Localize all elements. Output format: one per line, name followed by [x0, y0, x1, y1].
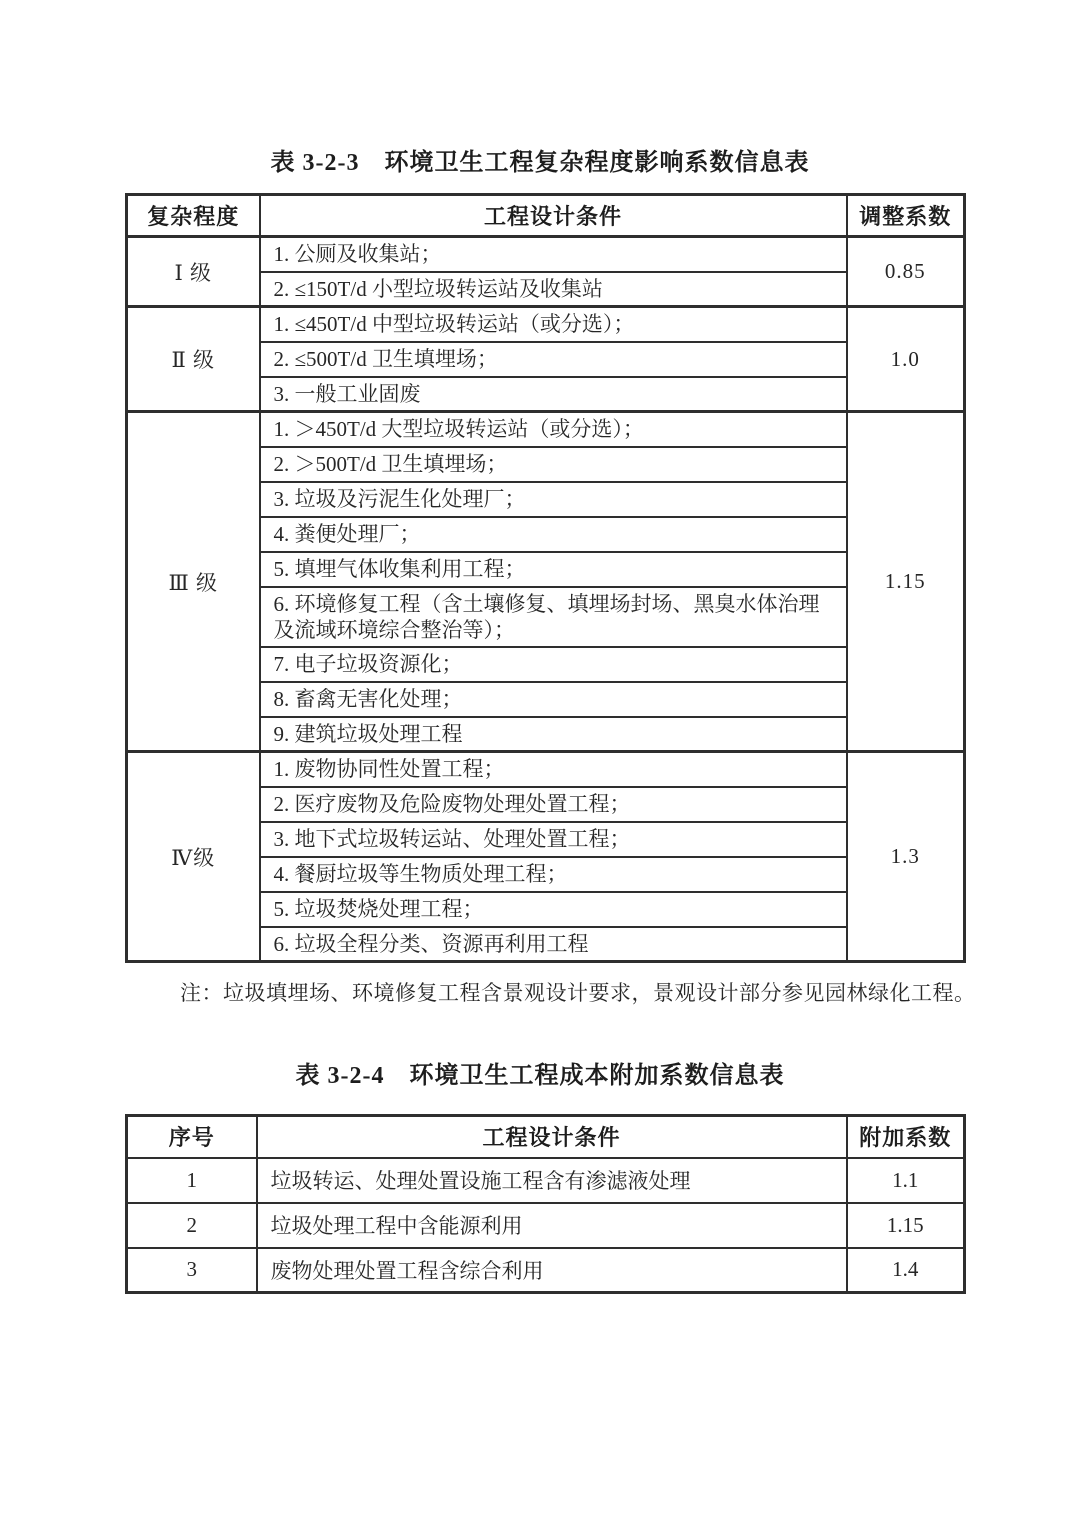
condition-cell: 5. 垃圾焚烧处理工程； [260, 892, 847, 927]
condition-cell: 6. 环境修复工程（含土壤修复、填埋场封场、黑臭水体治理及流域环境综合整治等）； [260, 587, 847, 647]
table2-title: 表 3-2-4 环境卫生工程成本附加系数信息表 [295, 1063, 785, 1089]
level-cell-grade2: Ⅱ 级 [127, 307, 260, 412]
table1-header-complexity: 复杂程度 [127, 195, 260, 237]
condition-cell: 3. 垃圾及污泥生化处理厂； [260, 482, 847, 517]
condition-cell: 3. 一般工业固废 [260, 377, 847, 412]
coefficient-cell-grade4: 1.3 [847, 752, 965, 962]
condition-cell: 2. ＞500T/d 卫生填埋场； [260, 447, 847, 482]
condition-cell: 2. ≤500T/d 卫生填埋场； [260, 342, 847, 377]
condition-cell: 4. 粪便处理厂； [260, 517, 847, 552]
condition-cell: 9. 建筑垃圾处理工程 [260, 717, 847, 752]
condition-cell: 2. 医疗废物及危险废物处理处置工程； [260, 787, 847, 822]
table2-header-coefficient: 附加系数 [847, 1116, 965, 1158]
coefficient-cell: 1.1 [847, 1158, 965, 1203]
coefficient-cell-grade3: 1.15 [847, 412, 965, 752]
table1-header-row [127, 195, 965, 237]
table2-cost-addition-table [125, 1114, 966, 1294]
condition-cell: 7. 电子垃圾资源化； [260, 647, 847, 682]
coefficient-cell: 1.15 [847, 1203, 965, 1248]
condition-cell: 垃圾转运、处理处置设施工程含有渗滤液处理 [257, 1158, 847, 1203]
level-cell-grade1: Ⅰ 级 [127, 237, 260, 307]
coefficient-cell-grade1: 0.85 [847, 237, 965, 307]
row-number-cell: 3 [127, 1248, 257, 1293]
condition-cell: 4. 餐厨垃圾等生物质处理工程； [260, 857, 847, 892]
level-cell-grade3: Ⅲ 级 [127, 412, 260, 752]
coefficient-cell: 1.4 [847, 1248, 965, 1293]
row-number-cell: 1 [127, 1158, 257, 1203]
row-number-cell: 2 [127, 1203, 257, 1248]
condition-cell: 1. ≤450T/d 中型垃圾转运站（或分选）； [260, 307, 847, 342]
condition-cell: 8. 畜禽无害化处理； [260, 682, 847, 717]
condition-cell: 垃圾处理工程中含能源利用 [257, 1203, 847, 1248]
table2-row [127, 1248, 965, 1293]
table1-title: 表 3-2-3 环境卫生工程复杂程度影响系数信息表 [270, 150, 810, 176]
condition-cell: 废物处理处置工程含综合利用 [257, 1248, 847, 1293]
condition-cell: 1. 废物协同性处置工程； [260, 752, 847, 787]
condition-cell: 1. 公厕及收集站； [260, 237, 847, 272]
table1-row [127, 412, 965, 447]
table2-header-number: 序号 [127, 1116, 257, 1158]
table1-header-coefficient: 调整系数 [847, 195, 965, 237]
table1-row [127, 307, 965, 342]
table2-row [127, 1158, 965, 1203]
table1-footnote: 注：垃圾填埋场、环境修复工程含景观设计要求，景观设计部分参见园林绿化工程。 [180, 981, 976, 1005]
condition-cell: 6. 垃圾全程分类、资源再利用工程 [260, 927, 847, 962]
condition-cell: 5. 填埋气体收集利用工程； [260, 552, 847, 587]
level-cell-grade4: Ⅳ级 [127, 752, 260, 962]
table1-header-condition: 工程设计条件 [260, 195, 847, 237]
table2-header-condition: 工程设计条件 [257, 1116, 847, 1158]
condition-cell: 1. ＞450T/d 大型垃圾转运站（或分选）； [260, 412, 847, 447]
table1-complexity-coefficient-table [125, 193, 966, 963]
condition-cell: 3. 地下式垃圾转运站、处理处置工程； [260, 822, 847, 857]
condition-cell: 2. ≤150T/d 小型垃圾转运站及收集站 [260, 272, 847, 307]
table2-header-row [127, 1116, 965, 1158]
table2-row [127, 1203, 965, 1248]
coefficient-cell-grade2: 1.0 [847, 307, 965, 412]
table1-row [127, 752, 965, 787]
table1-row [127, 237, 965, 272]
